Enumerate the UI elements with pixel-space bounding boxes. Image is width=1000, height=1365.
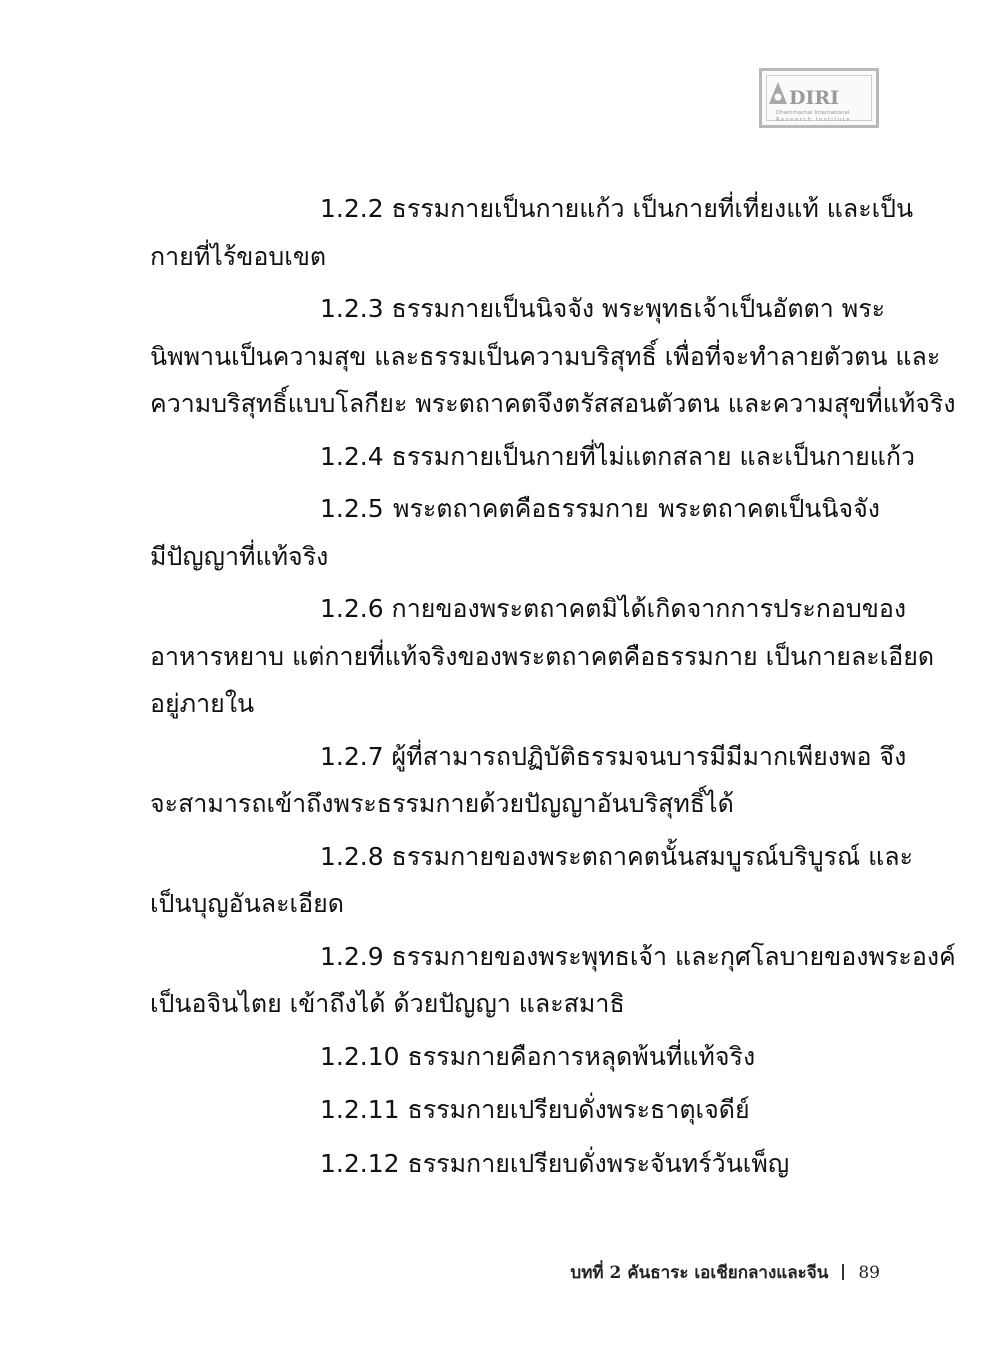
paragraph-line: 1.2.4 ธรรมกายเป็นกายที่ไม่แตกสลาย และเป็นกายแก้ว [320, 442, 916, 471]
paragraph-line: 1.2.6 กายของพระตถาคตมิได้เกิดจากการประกอบของ [320, 594, 907, 623]
logo-subtitle-2: Research Institute [776, 117, 852, 123]
paragraph-line: จะสามารถเข้าถึงพระธรรมกายด้วยปัญญาอันบริสุทธิ์ได้ [150, 789, 734, 818]
logo-dot-icon [775, 94, 782, 101]
logo-text: DIRI [789, 87, 840, 109]
diri-logo [759, 68, 879, 128]
paragraph-line: 1.2.2 ธรรมกายเป็นกายแก้ว เป็นกายที่เที่ยงแท้ และเป็น [320, 194, 914, 223]
paragraph-line: อยู่ภายใน [150, 689, 255, 718]
chapter-title: บทที่ 2 คันธาระ เอเชียกลางและจีน [570, 1263, 829, 1283]
footer-separator [842, 1264, 844, 1280]
triangle-icon [769, 82, 787, 104]
paragraph-line: 1.2.11 ธรรมกายเปรียบดั่งพระธาตุเจดีย์ [320, 1095, 750, 1124]
paragraph-line: 1.2.3 ธรรมกายเป็นนิจจัง พระพุทธเจ้าเป็นอัตตา พระ [320, 294, 886, 323]
paragraph-line: เป็นบุญอันละเอียด [150, 889, 344, 918]
paragraph-line: 1.2.5 พระตถาคตคือธรรมกาย พระตถาคตเป็นนิจจัง [320, 494, 880, 523]
paragraph-line: 1.2.7 ผู้ที่สามารถปฏิบัติธรรมจนบารมีมีมากเพียงพอ จึง [320, 742, 907, 771]
page-footer [500, 1258, 880, 1288]
paragraph-line: กายที่ไร้ขอบเขต [150, 242, 327, 271]
paragraph-line: ความบริสุทธิ์แบบโลกียะ พระตถาคตจึงตรัสสอนตัวตน และความสุขที่แท้จริง [150, 389, 956, 418]
paragraph-line: อาหารหยาบ แต่กายที่แท้จริงของพระตถาคตคือธรรมกาย เป็นกายละเอียด [150, 642, 935, 671]
paragraph-line: 1.2.8 ธรรมกายของพระตถาคตนั้นสมบูรณ์บริบูรณ์ และ [320, 842, 913, 871]
paragraph-line: 1.2.9 ธรรมกายของพระพุทธเจ้า และกุศโลบายของพระองค์ [320, 942, 956, 971]
paragraph-line: มีปัญญาที่แท้จริง [150, 542, 329, 571]
paragraph-line: นิพพานเป็นความสุข และธรรมเป็นความบริสุทธิ์ เพื่อที่จะทำลายตัวตน และ [150, 342, 941, 371]
page-number: 89 [858, 1263, 880, 1283]
logo-graphic [762, 71, 882, 131]
logo-subtitle-1: Dhammachai International [776, 110, 850, 116]
paragraph-line: เป็นอจินไตย เข้าถึงได้ ด้วยปัญญา และสมาธิ [150, 989, 625, 1018]
paragraph-line: 1.2.12 ธรรมกายเปรียบดั่งพระจันทร์วันเพ็ญ [320, 1149, 790, 1178]
paragraph-line: 1.2.10 ธรรมกายคือการหลุดพ้นที่แท้จริง [320, 1042, 756, 1071]
